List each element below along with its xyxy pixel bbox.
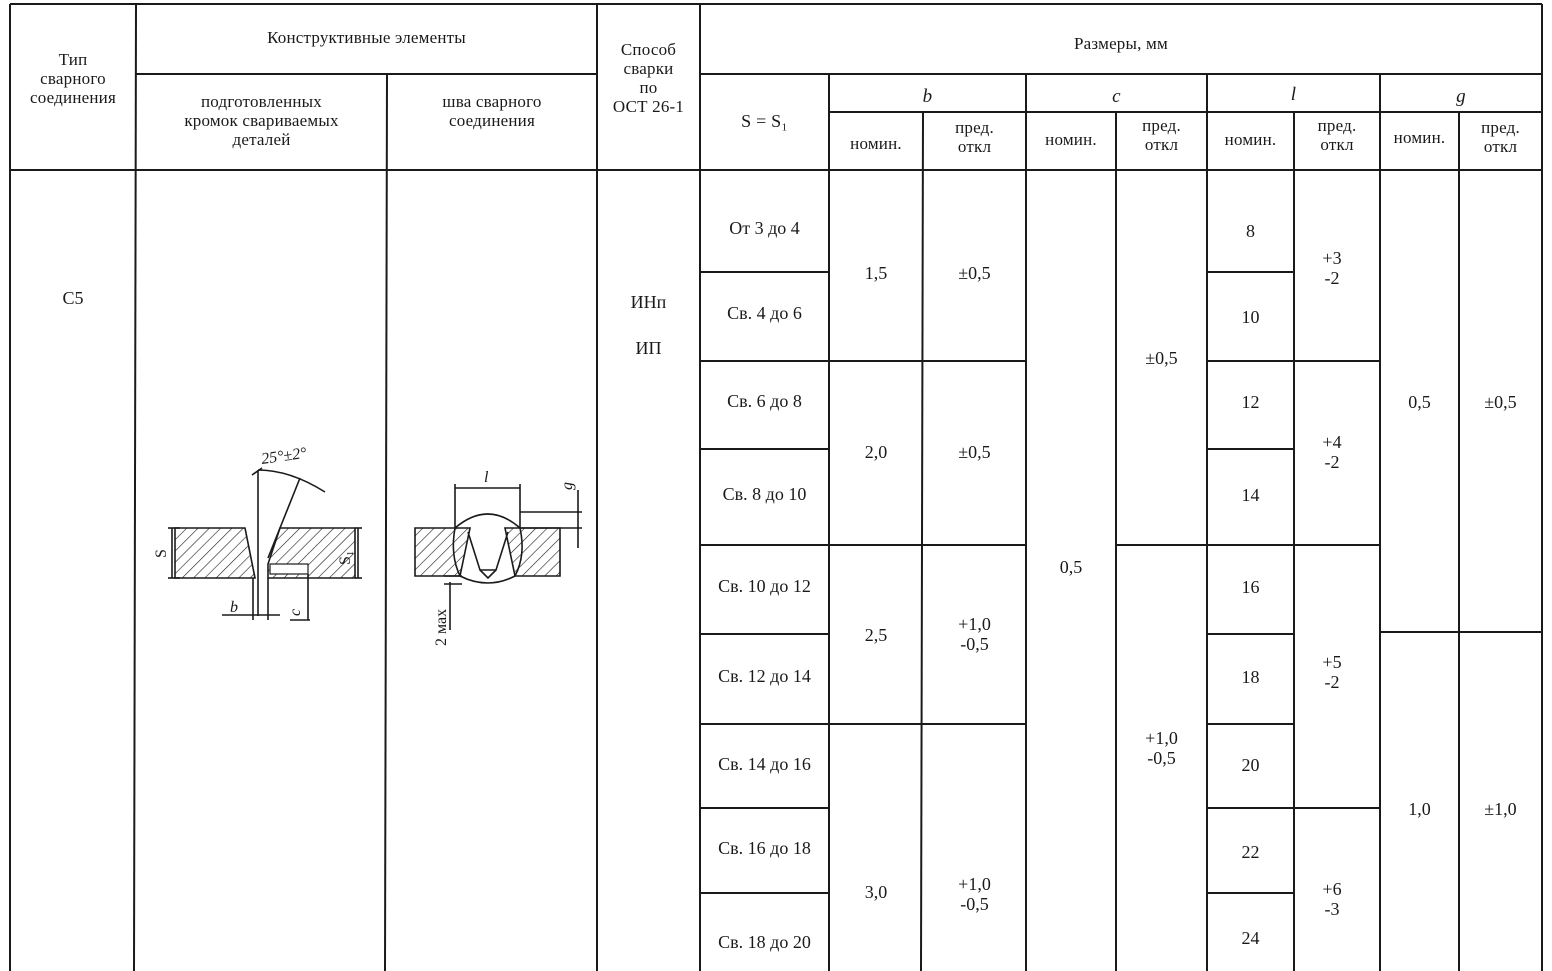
header-l: l — [1290, 84, 1297, 105]
header-l-dev: пред. откл — [1317, 116, 1357, 155]
l-nom-cell: 10 — [1241, 307, 1260, 327]
b-label: b — [230, 599, 238, 616]
header-type: Тип сварного соединения — [30, 50, 116, 108]
b-nom-cell: 1,5 — [864, 263, 888, 283]
l-nom-cell: 22 — [1241, 842, 1260, 862]
header-b-nom: номин. — [850, 134, 902, 153]
s1-label: S₁ — [337, 550, 354, 565]
edge-preparation-drawing — [150, 440, 380, 640]
g-dev-cell: ±1,0 — [1484, 799, 1517, 819]
method-ip: ИП — [635, 338, 662, 358]
c-label: c — [287, 608, 304, 616]
weld-seam-drawing — [400, 460, 595, 660]
header-sizes: Размеры, мм — [1074, 34, 1168, 53]
b-nom-cell: 2,0 — [864, 442, 888, 462]
header-c-nom: номин. — [1045, 130, 1097, 149]
angle-label: 25°±2° — [260, 444, 308, 468]
joint-type: С5 — [62, 288, 84, 308]
l-nom-cell: 14 — [1241, 485, 1260, 505]
header-seam: шва сварного соединения — [442, 92, 542, 131]
c-nom-cell: 0,5 — [1059, 557, 1083, 577]
b-nom-cell: 2,5 — [864, 625, 888, 645]
header-c: c — [1112, 86, 1121, 107]
header-l-nom: номин. — [1224, 130, 1277, 149]
header-g-dev: пред. откл — [1481, 118, 1520, 157]
l-nom-cell: 18 — [1241, 667, 1260, 687]
max-label: 2 мах — [433, 608, 450, 646]
l-dev-cell: +5 -2 — [1322, 652, 1342, 693]
b-dev-cell: ±0,5 — [958, 263, 991, 283]
header-c-dev: пред. откл — [1142, 116, 1181, 155]
g-dev-cell: ±0,5 — [1484, 392, 1517, 412]
c-dev-cell: +1,0 -0,5 — [1145, 728, 1178, 769]
method-inp: ИНп — [630, 292, 667, 312]
l-dev-cell: +6 -3 — [1322, 879, 1342, 920]
header-g-nom: номин. — [1393, 128, 1446, 147]
thickness-cell: Св. 4 до 6 — [727, 303, 802, 323]
header-method: Способ сварки по ОСТ 26-1 — [612, 40, 685, 117]
g-nom-cell: 0,5 — [1408, 392, 1431, 412]
thickness-cell: Св. 6 до 8 — [727, 391, 802, 411]
l-nom-cell: 16 — [1241, 577, 1260, 597]
l-label: l — [484, 469, 489, 486]
header-s-eq: S = S₁ — [741, 111, 788, 131]
l-dev-cell: +4 -2 — [1322, 432, 1342, 473]
l-dev-cell: +3 -2 — [1322, 248, 1342, 289]
b-dev-cell: ±0,5 — [958, 442, 991, 462]
l-nom-cell: 12 — [1241, 392, 1260, 412]
b-dev-cell: +1,0 -0,5 — [958, 874, 991, 915]
thickness-cell: Св. 14 до 16 — [718, 754, 811, 774]
thickness-cell: Св. 18 до 20 — [718, 932, 811, 952]
thickness-cell: От 3 до 4 — [729, 218, 800, 238]
thickness-cell: Св. 16 до 18 — [718, 838, 811, 858]
g-label: g — [559, 482, 576, 490]
header-g: g — [1456, 86, 1466, 107]
b-nom-cell: 3,0 — [864, 882, 888, 902]
thickness-cell: Св. 12 до 14 — [718, 666, 811, 686]
s-label: S — [153, 549, 170, 558]
thickness-cell: Св. 10 до 12 — [718, 576, 811, 596]
header-b: b — [922, 86, 933, 107]
header-b-dev: пред. откл — [955, 118, 994, 157]
header-constructive-elements: Конструктивные элементы — [267, 28, 466, 47]
l-nom-cell: 20 — [1241, 755, 1260, 775]
l-nom-cell: 24 — [1241, 928, 1260, 948]
l-nom-cell: 8 — [1246, 221, 1255, 241]
thickness-cell: Св. 8 до 10 — [722, 484, 807, 504]
g-nom-cell: 1,0 — [1408, 799, 1431, 819]
header-edges: подготовленных кромок свариваемых деталей — [184, 92, 339, 150]
c-dev-cell: ±0,5 — [1145, 348, 1178, 368]
b-dev-cell: +1,0 -0,5 — [958, 614, 991, 655]
